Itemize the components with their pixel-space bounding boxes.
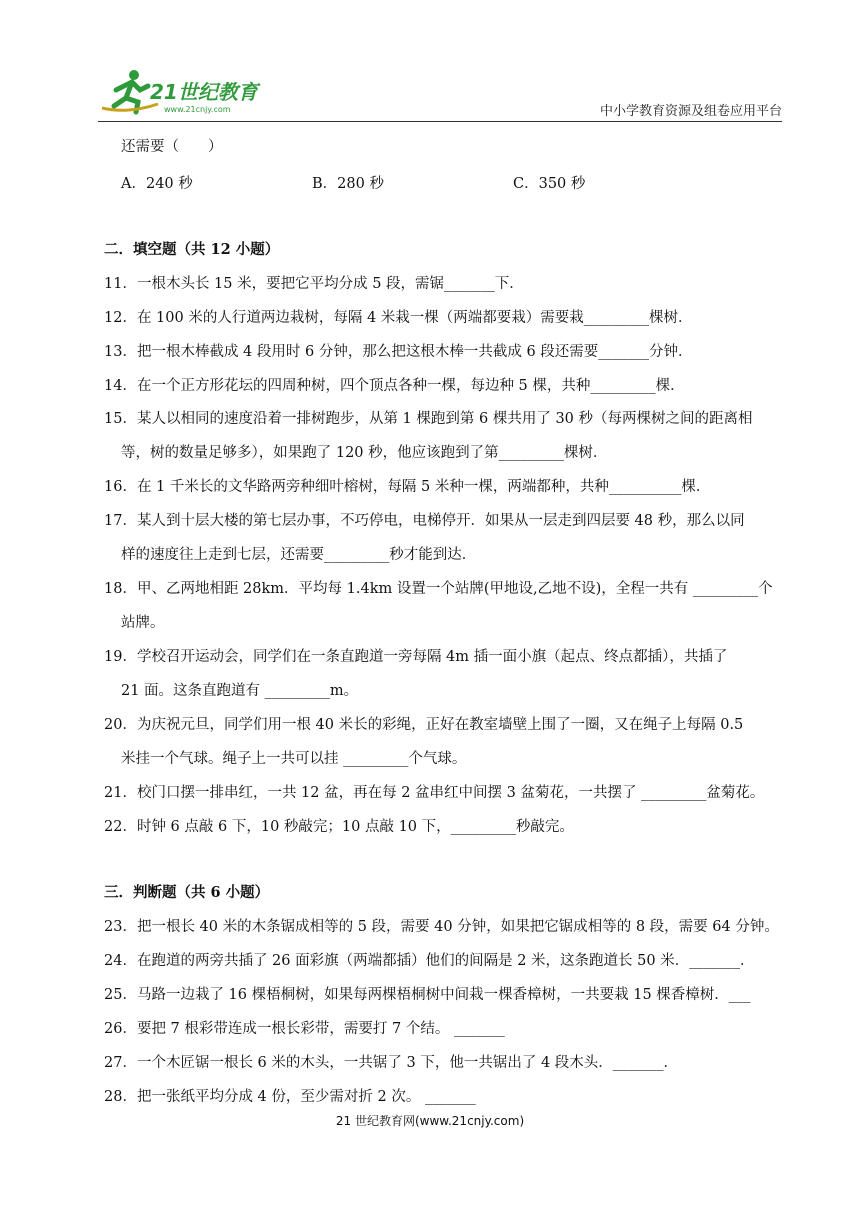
option-a: A．240 秒 — [121, 176, 193, 192]
question-28: 28．把一张纸平均分成 4 份，至少需对折 2 次。 _______ — [104, 1089, 476, 1105]
question-23: 23．把一根长 40 米的木条锯成相等的 5 段，需要 40 分钟，如果把它锯成相等的 8 段，需要 64 分钟。 — [104, 919, 779, 935]
question-15-cont: 等，树的数量足够多），如果跑了 120 秒，他应该跑到了第_________棵树． — [121, 445, 608, 461]
question-19-cont: 21 面。这条直跑道有 _________m。 — [121, 683, 359, 699]
question-27: 27．一个木匠锯一根长 6 米的木头，一共锯了 3 下，他一共锯出了 4 段木头．_______． — [104, 1055, 679, 1071]
question-18-cont: 站牌。 — [121, 615, 165, 631]
question-13: 13．把一根木棒截成 4 段用时 6 分钟，那么把这根木棒一共截成 6 段还需要_______分钟． — [104, 344, 693, 360]
question-26: 26．要把 7 根彩带连成一根长彩带，需要打 7 个结。 _______ — [104, 1021, 505, 1037]
logo-text: 21世纪教育 — [150, 80, 258, 104]
question-12: 12．在 100 米的人行道两边栽树，每隔 4 米栽一棵（两端都要栽）需要栽_________棵树． — [104, 310, 693, 326]
question-15: 15．某人以相同的速度沿着一排树跑步，从第 1 棵跑到第 6 棵共用了 30 秒（每两棵树之间的距离相 — [104, 411, 753, 427]
question-17: 17．某人到十层大楼的第七层办事，不巧停电，电梯停开．如果从一层走到四层要 48 秒，那么以同 — [104, 513, 745, 529]
question-20-cont: 米挂一个气球。绳子上一共可以挂 _________个气球。 — [121, 751, 467, 767]
section-title-fill-in: 二．填空题（共 12 小题） — [104, 241, 280, 258]
header-divider — [98, 121, 782, 122]
question-19: 19．学校召开运动会，同学们在一条直跑道一旁每隔 4m 插一面小旗（起点、终点都插），共插了 — [104, 649, 728, 665]
option-b: B．280 秒 — [312, 176, 384, 192]
question-11: 11．一根木头长 15 米，要把它平均分成 5 段，需锯_______下． — [104, 276, 524, 292]
logo-url: www.21cnjy.com — [164, 105, 231, 114]
question-16: 16．在 1 千米长的文华路两旁种细叶榕树，每隔 5 米种一棵，两端都种，共种__________棵． — [104, 479, 711, 495]
question-24: 24．在跑道的两旁共插了 26 面彩旗（两端都插）他们的间隔是 2 米，这条跑道长 50 米．_______． — [104, 953, 755, 969]
page-footer: 21 世纪教育网(www.21cnjy.com) — [335, 1114, 525, 1128]
site-logo — [98, 68, 268, 118]
question-20: 20．为庆祝元旦，同学们用一根 40 米长的彩绳，正好在教室墙壁上围了一圈，又在绳子上每隔 0.5 — [104, 717, 744, 733]
question-14: 14．在一个正方形花坛的四周种树，四个顶点各种一棵，每边种 5 棵，共种_________棵． — [104, 378, 685, 394]
question-25: 25．马路一边栽了 16 棵梧桐树，如果每两棵梧桐树中间栽一棵香樟树，一共要栽 15 棵香樟树．___ — [104, 987, 751, 1003]
question-continuation: 还需要（ ） — [121, 139, 223, 155]
platform-title: 中小学教育资源及组卷应用平台 — [599, 104, 782, 119]
option-c: C．350 秒 — [513, 176, 586, 192]
question-17-cont: 样的速度往上走到七层，还需要_________秒才能到达． — [121, 547, 477, 563]
question-21: 21．校门口摆一排串红，一共 12 盆，再在每 2 盆串红中间摆 3 盆菊花，一共摆了 _________盆菊花。 — [104, 785, 765, 801]
section-title-true-false: 三．判断题（共 6 小题） — [104, 884, 270, 901]
question-22: 22．时钟 6 点敲 6 下，10 秒敲完；10 点敲 10 下，_________秒敲完。 — [104, 819, 574, 835]
question-18: 18．甲、乙两地相距 28km．平均每 1.4km 设置一个站牌(甲地设,乙地不设)，全程一共有 _________个 — [104, 581, 773, 597]
